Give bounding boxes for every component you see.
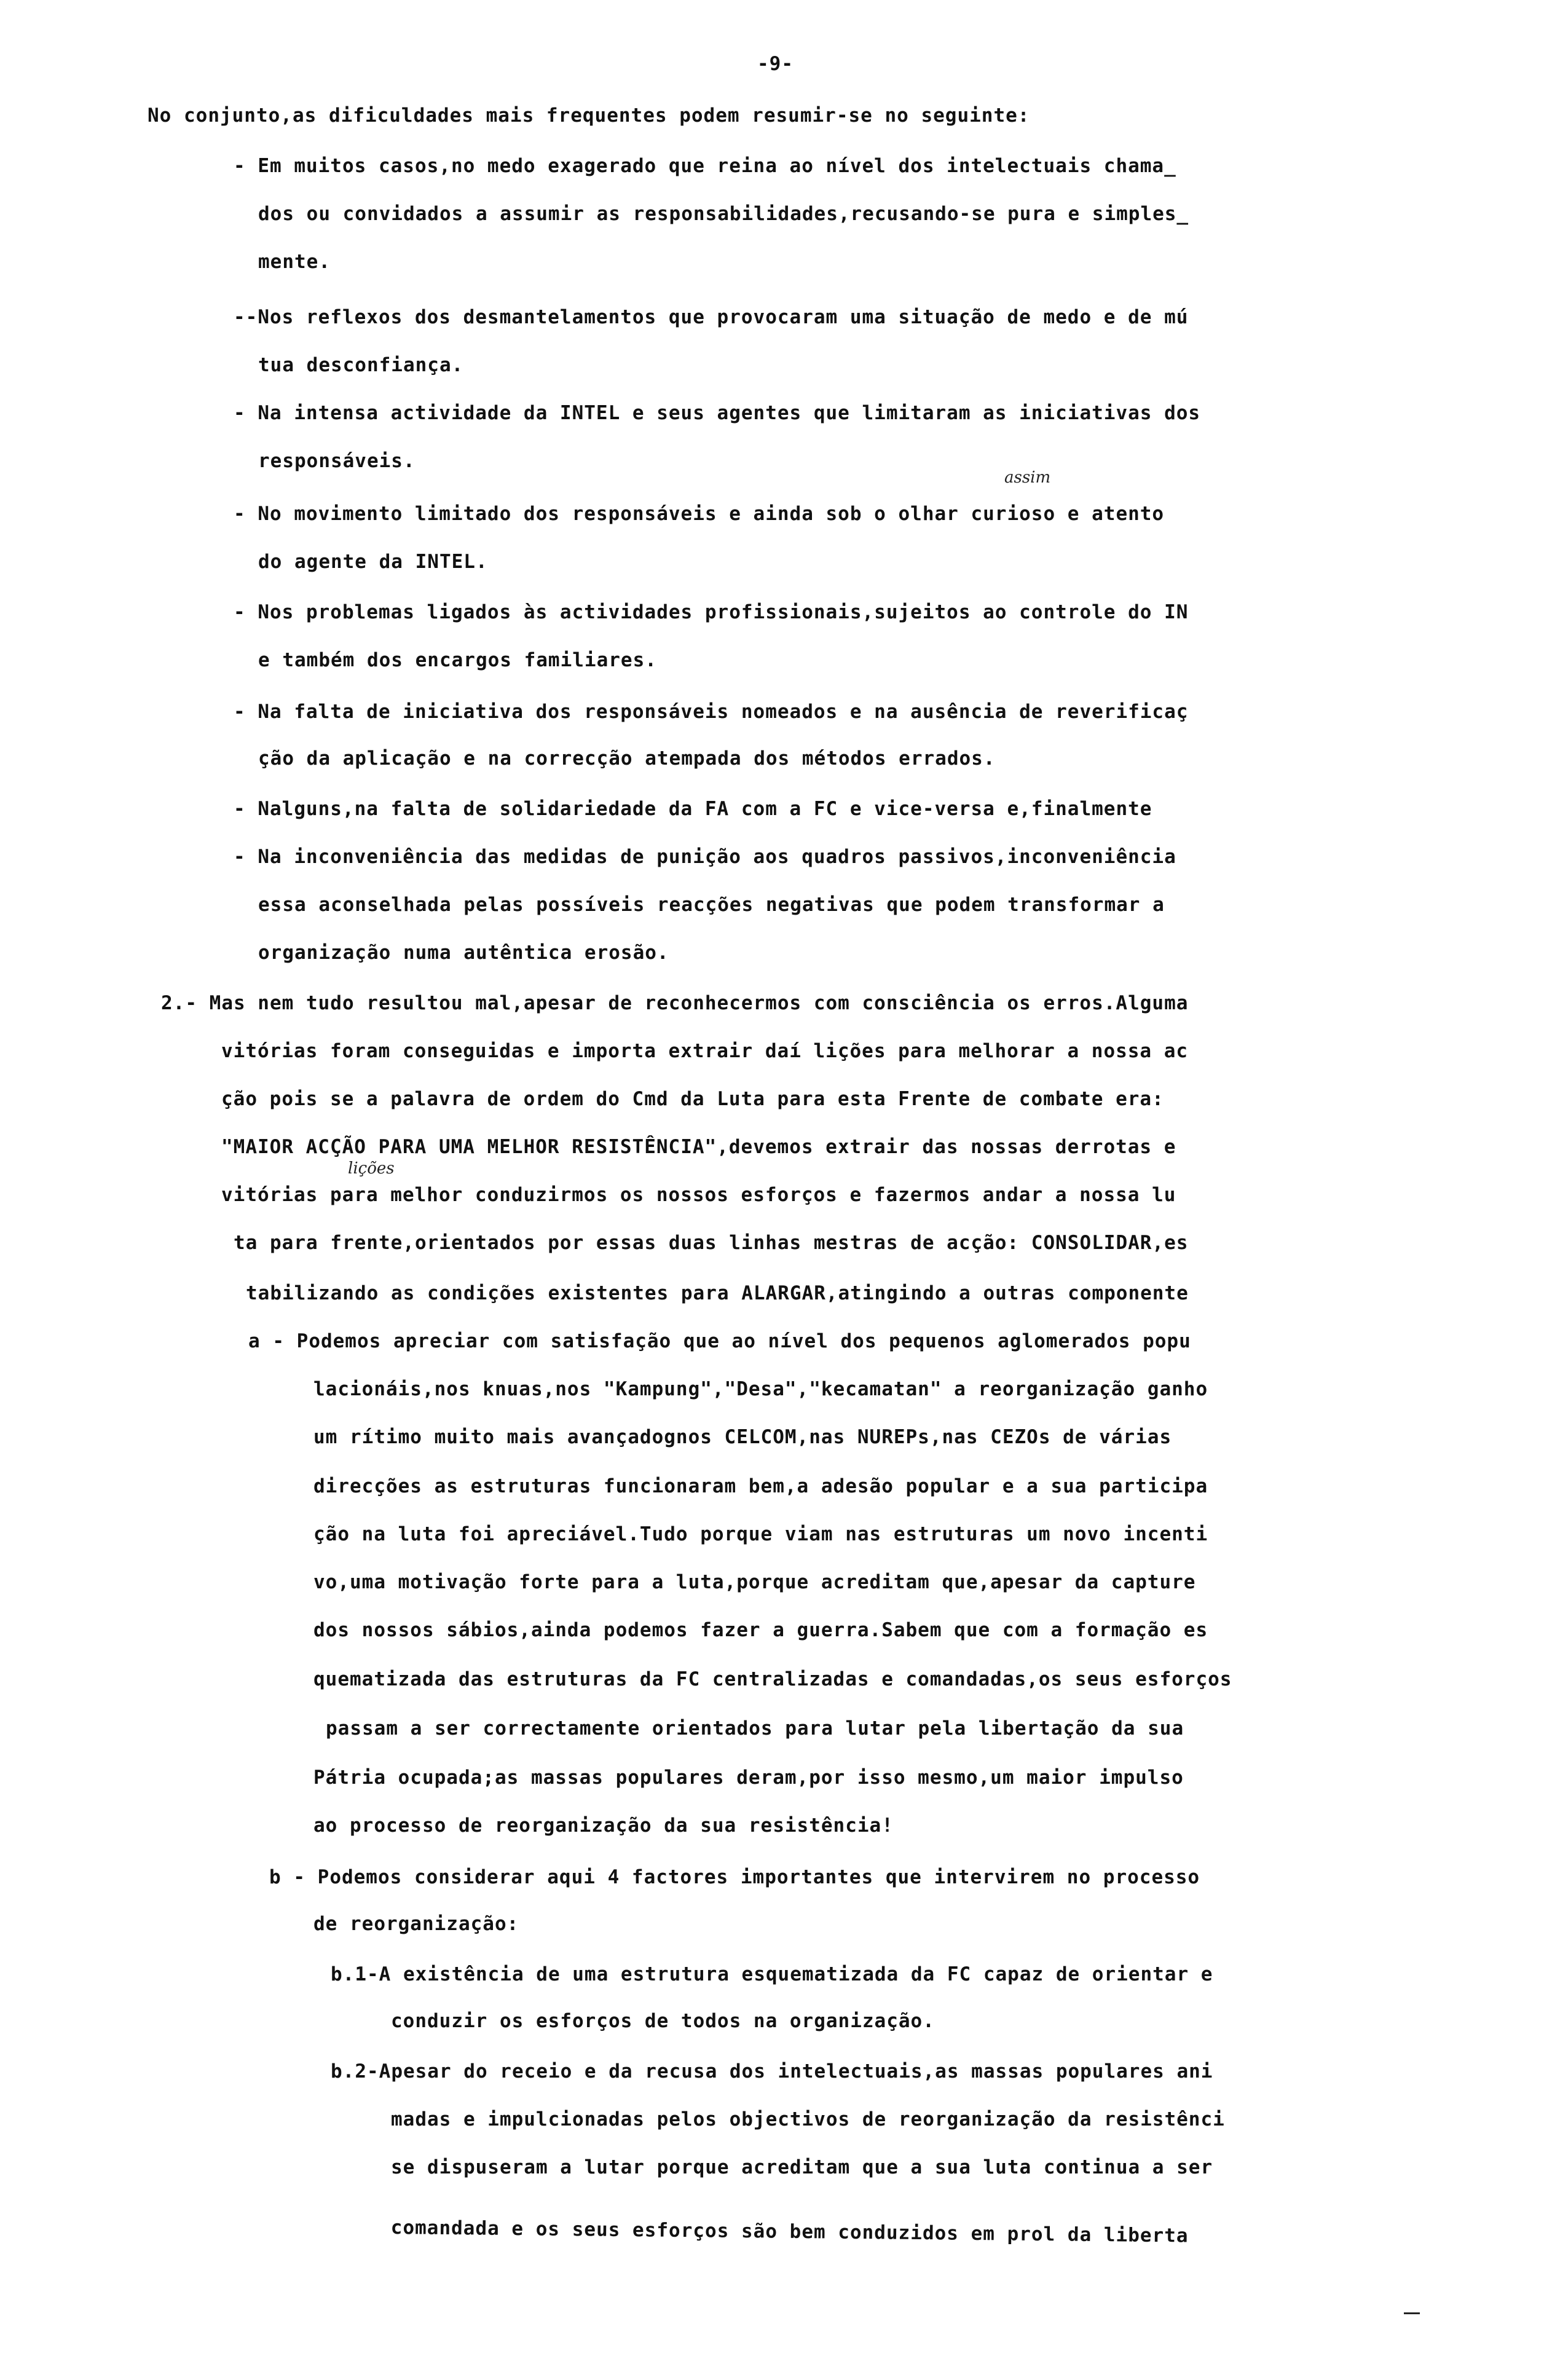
handwritten-insert: assim	[1004, 468, 1051, 487]
item-b2-line: comandada e os seus esforços são bem conduzidos em prol da liberta	[390, 2216, 1189, 2247]
item-a-line: vo,uma motivação forte para a luta,porque acreditam que,apesar da capture	[313, 1571, 1196, 1593]
intro-line: No conjunto,as dificuldades mais frequentes podem resumir-se no seguinte:	[148, 104, 1030, 127]
difficulty-line: tua desconfiança.	[258, 354, 464, 376]
item-a-line: lacionáis,nos knuas,nos "Kampung","Desa","kecamatan" a reorganização ganho	[313, 1378, 1208, 1400]
difficulty-line: --Nos reflexos dos desmantelamentos que provocaram uma situação de medo e de mú	[234, 306, 1189, 328]
difficulty-line: ção da aplicação e na correcção atempada dos métodos errados.	[258, 747, 996, 770]
difficulty-line: e também dos encargos familiares.	[258, 649, 657, 671]
item-a-line: ao processo de reorganização da sua resistência!	[313, 1815, 894, 1837]
item-a-line: ção na luta foi apreciável.Tudo porque viam nas estruturas um novo incenti	[313, 1523, 1208, 1545]
item-a-line: direcções as estruturas funcionaram bem,a adesão popular e a sua participa	[313, 1475, 1208, 1497]
difficulty-line: - No movimento limitado dos responsáveis e ainda sob o olhar curioso e atento	[234, 503, 1165, 525]
item-b2-line: madas e impulcionadas pelos objectivos de reorganização da resistênci	[391, 2108, 1225, 2130]
difficulty-line: - Em muitos casos,no medo exagerado que reina ao nível dos intelectuais chama_	[234, 155, 1176, 177]
section-2-line: vitórias foram conseguidas e importa extrair daí lições para melhorar a nossa ac	[221, 1040, 1189, 1062]
item-a-line: a - Podemos apreciar com satisfação que ao nível dos pequenos aglomerados popu	[248, 1330, 1191, 1352]
difficulty-line: responsáveis.	[258, 450, 416, 472]
difficulty-line: - Na intensa actividade da INTEL e seus agentes que limitaram as iniciativas dos	[234, 402, 1201, 424]
item-a-line: Pátria ocupada;as massas populares deram,por isso mesmo,um maior impulso	[313, 1767, 1184, 1789]
handwritten-insert: lições	[348, 1159, 395, 1178]
item-a-line: dos nossos sábios,ainda podemos fazer a guerra.Sabem que com a formação es	[313, 1619, 1208, 1641]
difficulty-line: - Na falta de iniciativa dos responsáveis nomeados e na ausência de reverificaç	[234, 701, 1189, 723]
item-b1-line: conduzir os esforços de todos na organização.	[391, 2010, 935, 2032]
section-2-line: "MAIOR ACÇÃO PARA UMA MELHOR RESISTÊNCIA",devemos extrair das nossas derrotas e	[221, 1136, 1176, 1158]
item-b-line: b - Podemos considerar aqui 4 factores importantes que intervirem no processo	[269, 1866, 1200, 1888]
section-2-line: 2.- Mas nem tudo resultou mal,apesar de reconhecermos com consciência os erros.Alguma	[161, 992, 1189, 1014]
difficulty-line: - Na inconveniência das medidas de punição aos quadros passivos,inconveniência	[234, 846, 1176, 868]
section-2-line: ção pois se a palavra de ordem do Cmd da Luta para esta Frente de combate era:	[221, 1088, 1164, 1110]
page-continuation-mark	[1404, 2312, 1420, 2314]
page-number: -9-	[757, 53, 794, 75]
difficulty-line: organização numa autêntica erosão.	[258, 942, 669, 964]
item-b1-line: b.1-A existência de uma estrutura esquematizada da FC capaz de orientar e	[331, 1963, 1213, 1985]
difficulty-line: mente.	[258, 251, 331, 273]
difficulty-line: essa aconselhada pelas possíveis reacções negativas que podem transformar a	[258, 894, 1165, 916]
difficulty-line: - Nos problemas ligados às actividades profissionais,sujeitos ao controle do IN	[234, 601, 1189, 623]
item-a-line: passam a ser correctamente orientados para lutar pela libertação da sua	[326, 1717, 1184, 1740]
section-2-line: vitórias para melhor conduzirmos os nossos esforços e fazermos andar a nossa lu	[221, 1184, 1176, 1206]
section-2-line: tabilizando as condições existentes para ALARGAR,atingindo a outras componente	[246, 1282, 1189, 1304]
difficulty-line: dos ou convidados a assumir as responsabilidades,recusando-se pura e simples_	[258, 203, 1189, 225]
difficulty-line: - Nalguns,na falta de solidariedade da FA com a FC e vice-versa e,finalmente	[234, 798, 1152, 820]
item-b-line: de reorganização:	[313, 1913, 519, 1935]
item-b2-line: se dispuseram a lutar porque acreditam que a sua luta continua a ser	[391, 2156, 1213, 2178]
item-a-line: quematizada das estruturas da FC centralizadas e comandadas,os seus esforços	[313, 1668, 1232, 1690]
item-b2-line: b.2-Apesar do receio e da recusa dos intelectuais,as massas populares ani	[331, 2060, 1213, 2082]
difficulty-line: do agente da INTEL.	[258, 551, 488, 573]
item-a-line: um rítimo muito mais avançadognos CELCOM,nas NUREPs,nas CEZOs de várias	[313, 1426, 1172, 1448]
section-2-line: ta para frente,orientados por essas duas linhas mestras de acção: CONSOLIDAR,es	[234, 1232, 1189, 1254]
